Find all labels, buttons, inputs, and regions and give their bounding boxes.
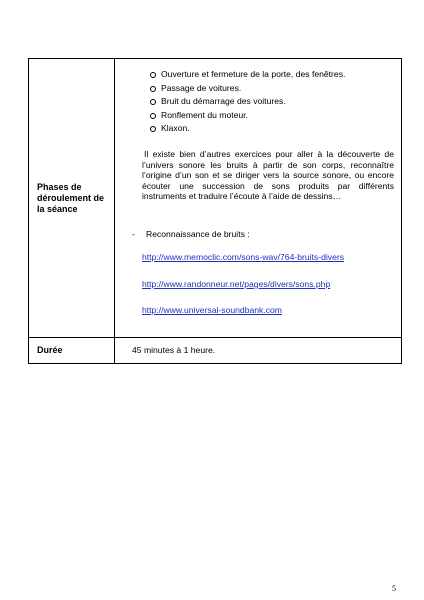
list-item: Bruit du démarrage des voitures. xyxy=(150,95,345,109)
phases-row xyxy=(29,59,402,338)
link-universal-soundbank[interactable]: http://www.universal-soundbank.com xyxy=(142,305,282,315)
page-number: 5 xyxy=(392,584,396,593)
list-item: Passage de voitures. xyxy=(150,82,345,96)
phases-label: Phases de déroulement de la séance xyxy=(29,59,115,338)
list-item: Ronflement du moteur. xyxy=(150,109,345,123)
sub-item-list xyxy=(150,68,345,136)
session-table xyxy=(28,58,402,364)
exercises-paragraph: Il existe bien d’autres exercices pour aller à la découverte de l’univers sonore les bruits à partir de son corps, reconnaître l’origine d’un son et se diriger vers la source sonore, ou encore écouter une succession de sons produits par différents instruments et traduire l’écoute à l’aide de dessins… xyxy=(142,149,394,201)
phases-content xyxy=(115,59,402,338)
link-memoclic[interactable]: http://www.memoclic.com/sons-wav/764-bruits-divers xyxy=(142,252,345,262)
recognition-item xyxy=(132,229,250,240)
list-item: Klaxon. xyxy=(150,122,345,136)
circle-bullet-icon xyxy=(150,72,156,78)
duree-label: Durée xyxy=(29,338,115,364)
recognition-label: Reconnaissance de bruits : xyxy=(146,229,250,239)
circle-bullet-icon xyxy=(150,113,156,119)
circle-bullet-icon xyxy=(150,86,156,92)
circle-bullet-icon xyxy=(150,126,156,132)
list-item: Ouverture et fermeture de la porte, des fenêtres. xyxy=(150,68,345,82)
link-randonneur[interactable]: http://www.randonneur.net/pages/divers/sons.php xyxy=(142,279,331,289)
duree-row xyxy=(29,338,402,364)
dash-bullet: - xyxy=(132,229,135,239)
duree-value: 45 minutes à 1 heure. xyxy=(115,338,402,364)
circle-bullet-icon xyxy=(150,99,156,105)
